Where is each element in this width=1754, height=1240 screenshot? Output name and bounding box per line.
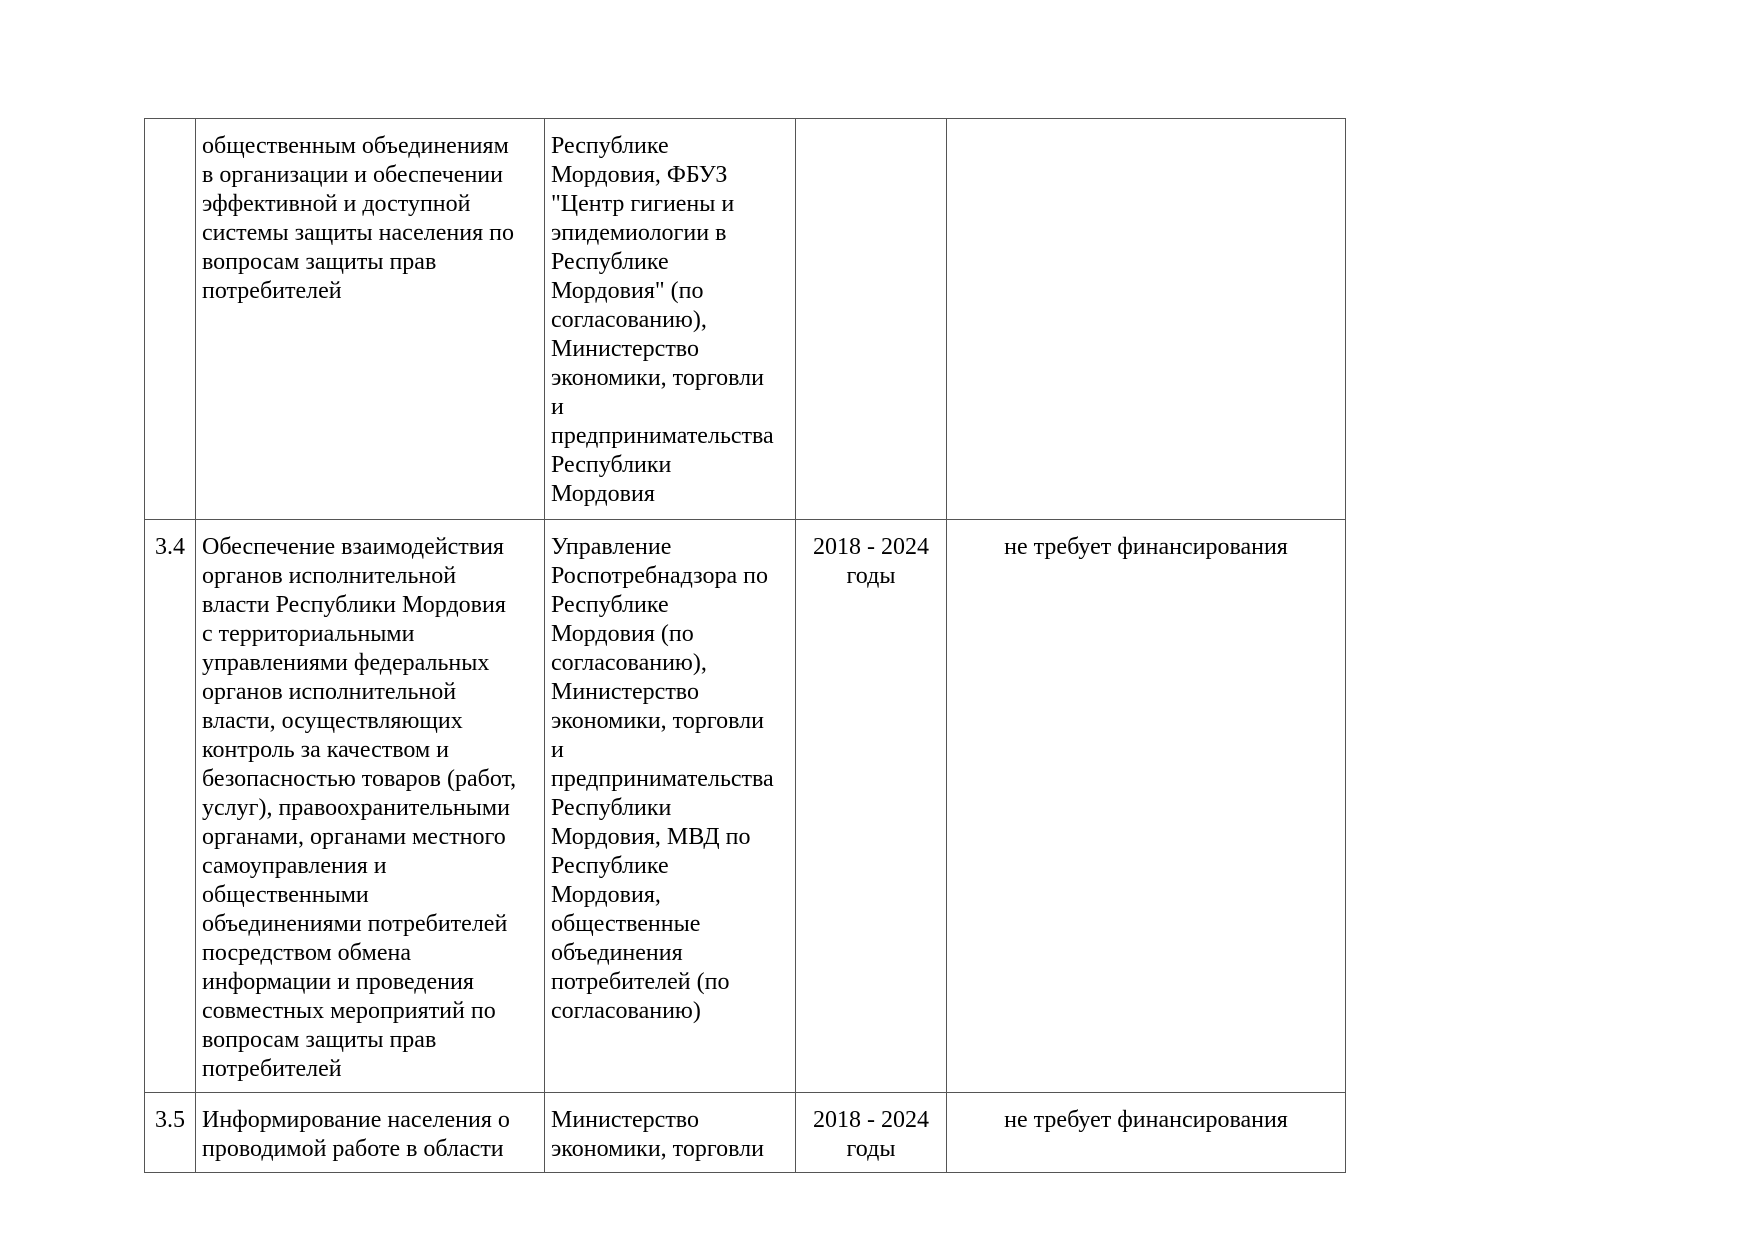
term-text: 2018 - 2024 годы xyxy=(813,1107,929,1162)
financing-cell xyxy=(947,520,1346,1093)
measure-name-text: Обеспечение взаимодействия органов исполнительной власти Республики Мордовия с территориальными управлениями федеральных органов исполнительной власти, осуществляющих контроль за качеством и безопасностью товаров (работ, услуг), правоохранительными органами, органами местного самоуправления и общественными объединениями потребителей посредством обмена информации и проведения совместных мероприятий по вопросам защиты прав потребителей xyxy=(202,534,517,1082)
item-number: 3.5 xyxy=(155,1107,185,1133)
table-row xyxy=(145,119,1346,520)
executors-text: Управление Роспотребнадзора по Республике Мордовия (по согласованию), Министерство экономики, торговли и предпринимательства Республики Мордовия, МВД по Республике Мордовия, общественные объединения потребителей (по согласованию) xyxy=(551,534,774,1024)
item-number-cell xyxy=(145,1093,196,1173)
table-row xyxy=(145,520,1346,1093)
measure-name-cell xyxy=(196,119,545,520)
term-cell xyxy=(796,520,947,1093)
financing-cell xyxy=(947,119,1346,520)
financing-text: не требует финансирования xyxy=(1004,534,1288,560)
executors-text: Республике Мордовия, ФБУЗ "Центр гигиены и эпидемиологии в Республике Мордовия" (по согласованию), Министерство экономики, торговли и предпринимательства Республики Мордовия xyxy=(551,133,774,507)
executors-cell xyxy=(545,1093,796,1173)
term-cell xyxy=(796,119,947,520)
table-row xyxy=(145,1093,1346,1173)
item-number-cell xyxy=(145,119,196,520)
measure-name-text: общественным объединениям в организации и обеспечении эффективной и доступной системы защиты населения по вопросам защиты прав потребителей xyxy=(202,133,514,304)
measure-name-text: Информирование населения о проводимой работе в области xyxy=(202,1107,510,1162)
financing-text: не требует финансирования xyxy=(1004,1107,1288,1133)
term-text: 2018 - 2024 годы xyxy=(813,534,929,589)
measure-name-cell xyxy=(196,1093,545,1173)
term-cell xyxy=(796,1093,947,1173)
executors-text: Министерство экономики, торговли xyxy=(551,1107,764,1162)
item-number: 3.4 xyxy=(155,534,185,560)
executors-cell xyxy=(545,520,796,1093)
measure-name-cell xyxy=(196,520,545,1093)
item-number-cell xyxy=(145,520,196,1093)
measures-table xyxy=(144,118,1346,1173)
executors-cell xyxy=(545,119,796,520)
financing-cell xyxy=(947,1093,1346,1173)
